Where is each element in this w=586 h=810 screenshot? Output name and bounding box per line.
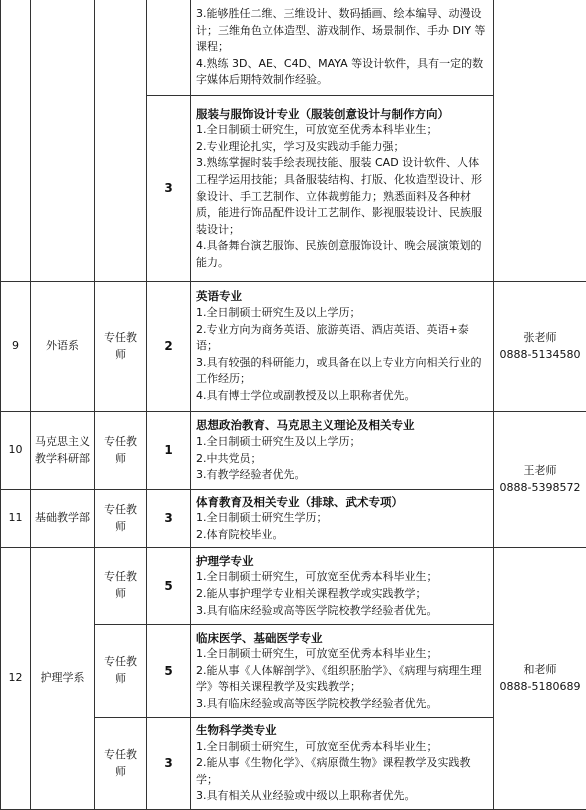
- post-cell: 专任教师: [95, 412, 147, 490]
- requirement-line: 2.能从事《人体解剖学》、《组织胚胎学》、《病理与病理生理学》等相关课程教学及实践教学；: [196, 663, 487, 696]
- index-cell: 11: [1, 490, 31, 548]
- contact-name: 张老师: [498, 330, 582, 347]
- contact-cell: [494, 0, 586, 282]
- post-cell: [95, 0, 147, 282]
- requirements-cell: [191, 412, 494, 490]
- department-cell: 外语系: [31, 282, 95, 412]
- major-title: 英语专业: [196, 288, 487, 305]
- requirement-line: 1.全日制硕士研究生及以上学历；: [196, 434, 487, 451]
- requirement-line: 2.能从事护理学专业相关课程教学或实践教学；: [196, 586, 487, 603]
- contact-cell: [494, 548, 586, 810]
- post-cell: 专任教师: [95, 625, 147, 718]
- requirements-cell: [191, 625, 494, 718]
- count-cell: 3: [147, 718, 191, 810]
- requirement-line: 1.全日制硕士研究生，可放宽至优秀本科毕业生；: [196, 569, 487, 586]
- requirement-line: 1.全日制硕士研究生，可放宽至优秀本科毕业生；: [196, 646, 487, 663]
- contact-phone: 0888-5398572: [498, 480, 582, 497]
- table-row: [1, 282, 586, 412]
- requirement-line: 2.能从事《生物化学》、《病原微生物》课程教学及实践教学；: [196, 755, 487, 788]
- post-cell: 专任教师: [95, 282, 147, 412]
- contact-name: 和老师: [498, 662, 582, 679]
- requirement-line: 3.能够胜任二维、三维设计、数码插画、绘本编导、动漫设计；三维角色立体造型、游戏制作、场景制作、手办 DIY 等课程；: [196, 6, 487, 56]
- contact-phone: 0888-5134580: [498, 347, 582, 364]
- requirement-line: 2.专业理论扎实，学习及实践动手能力强；: [196, 139, 487, 156]
- requirement-line: 3.有教学经验者优先。: [196, 467, 487, 484]
- major-title: 体育教育及相关专业（排球、武术专项）: [196, 494, 487, 511]
- department-cell: 马克思主义教学科研部: [31, 412, 95, 490]
- requirement-line: 1.全日制硕士研究生学历；: [196, 510, 487, 527]
- major-title: 护理学专业: [196, 553, 487, 570]
- department-cell: [31, 0, 95, 282]
- table-row: [1, 0, 586, 96]
- requirement-line: 1.全日制硕士研究生及以上学历；: [196, 305, 487, 322]
- requirement-line: 1.全日制硕士研究生，可放宽至优秀本科毕业生；: [196, 122, 487, 139]
- count-cell: 5: [147, 548, 191, 625]
- post-cell: 专任教师: [95, 490, 147, 548]
- requirement-line: 3.熟练掌握时装手绘表现技能、服装 CAD 设计软件、人体工程学运用技能；具备服装结构、打版、化妆造型设计、形象设计、手工艺制作、立体裁剪能力；熟悉面料及各种材质，能进行饰品配件设计工艺制作、影视服装设计、民族服装设计；: [196, 155, 487, 238]
- count-cell: 3: [147, 96, 191, 282]
- contact-phone: 0888-5180689: [498, 679, 582, 696]
- count-cell: 5: [147, 625, 191, 718]
- count-cell: [147, 0, 191, 96]
- major-title: 生物科学类专业: [196, 722, 487, 739]
- index-cell: 9: [1, 282, 31, 412]
- requirements-cell: [191, 282, 494, 412]
- post-cell: 专任教师: [95, 548, 147, 625]
- count-cell: 2: [147, 282, 191, 412]
- index-cell: 12: [1, 548, 31, 810]
- contact-cell: [494, 412, 586, 548]
- department-cell: 护理学系: [31, 548, 95, 810]
- post-cell: 专任教师: [95, 718, 147, 810]
- requirements-cell: [191, 96, 494, 282]
- major-title: 临床医学、基础医学专业: [196, 630, 487, 647]
- requirement-line: 3.具有临床经验或高等医学院校教学经验者优先。: [196, 603, 487, 620]
- index-cell: 10: [1, 412, 31, 490]
- requirements-cell: [191, 490, 494, 548]
- index-cell: [1, 0, 31, 282]
- requirement-line: 3.具有较强的科研能力，或具备在以上专业方向相关行业的工作经历；: [196, 355, 487, 388]
- table-row: [1, 548, 586, 625]
- major-title: 服装与服饰设计专业（服装创意设计与制作方向）: [196, 106, 487, 123]
- contact-name: 王老师: [498, 463, 582, 480]
- count-cell: 1: [147, 412, 191, 490]
- requirements-cell: [191, 548, 494, 625]
- requirement-line: 2.专业方向为商务英语、旅游英语、酒店英语、英语+泰语；: [196, 322, 487, 355]
- contact-cell: [494, 282, 586, 412]
- requirement-line: 3.具有相关从业经验或中级以上职称者优先。: [196, 788, 487, 805]
- major-title: 思想政治教育、马克思主义理论及相关专业: [196, 417, 487, 434]
- count-cell: 3: [147, 490, 191, 548]
- requirement-line: 3.具有临床经验或高等医学院校教学经验者优先。: [196, 696, 487, 713]
- requirement-line: 4.具备舞台演艺服饰、民族创意服饰设计、晚会展演策划的能力。: [196, 238, 487, 271]
- requirement-line: 2.体育院校毕业。: [196, 527, 487, 544]
- requirement-line: 4.熟练 3D、AE、C4D、MAYA 等设计软件，具有一定的数字媒体后期特效制作经验。: [196, 56, 487, 89]
- table-row: [1, 412, 586, 490]
- requirements-cell: [191, 0, 494, 96]
- requirement-line: 4.具有博士学位或副教授及以上职称者优先。: [196, 388, 487, 405]
- department-cell: 基础教学部: [31, 490, 95, 548]
- requirement-line: 1.全日制硕士研究生，可放宽至优秀本科毕业生；: [196, 739, 487, 756]
- requirement-line: 2.中共党员；: [196, 451, 487, 468]
- requirements-cell: [191, 718, 494, 810]
